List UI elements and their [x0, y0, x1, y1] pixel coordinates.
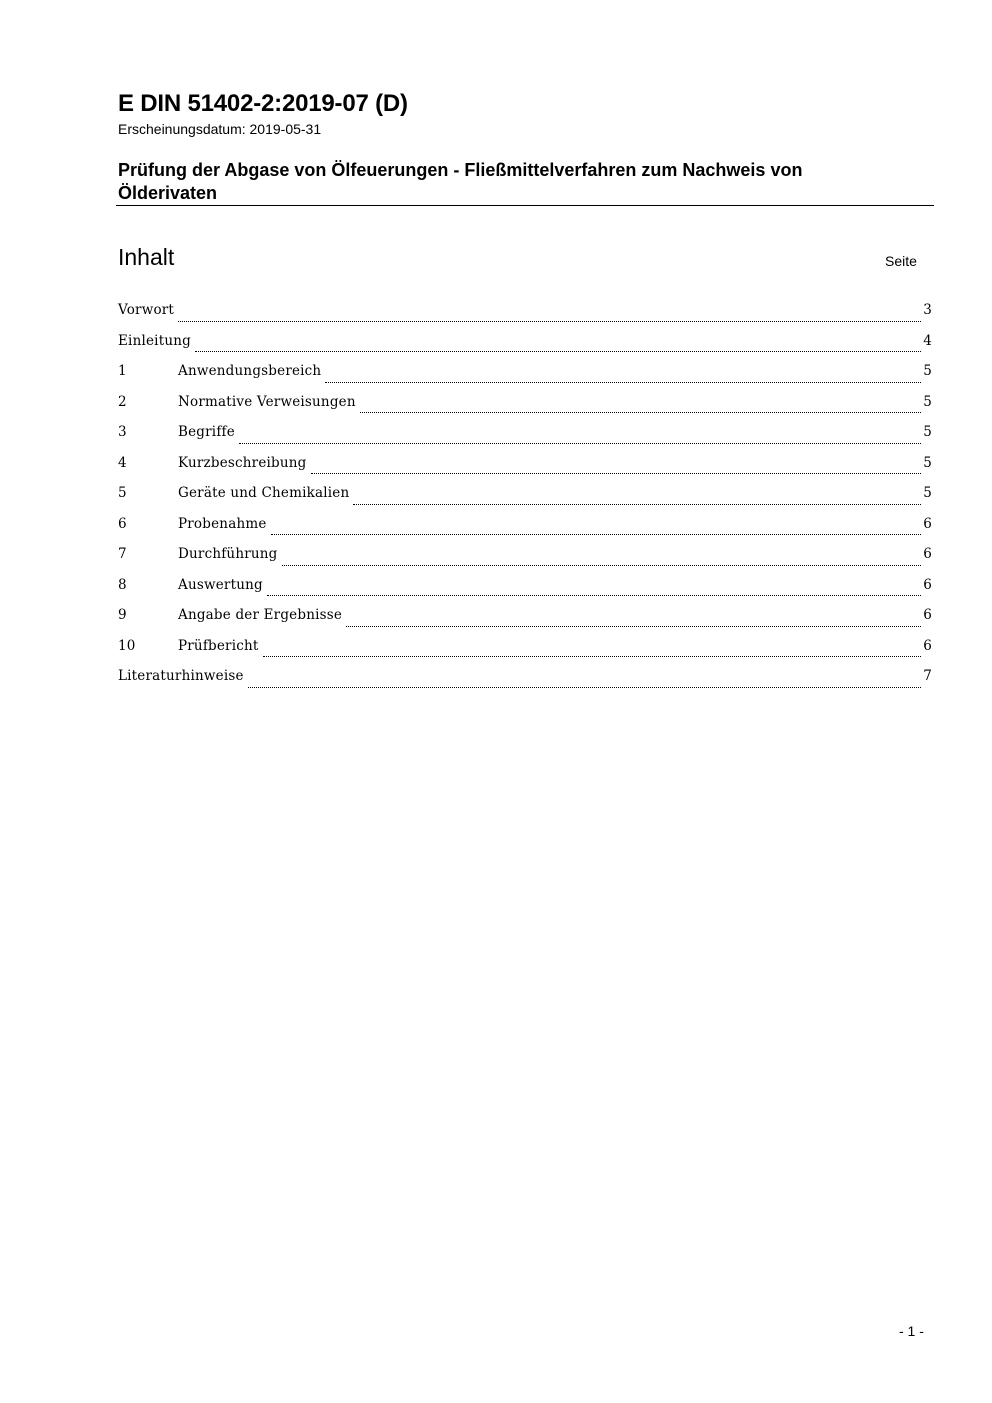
toc-entry[interactable]: [118, 394, 932, 425]
toc-entry-title: Kurzbeschreibung: [178, 454, 307, 471]
toc-entry-page: 6: [923, 515, 932, 532]
toc-entry-title: Anwendungsbereich: [178, 363, 322, 379]
toc-dot-leader: [346, 626, 921, 627]
toc-entry-number: 7: [118, 546, 127, 562]
toc-dot-leader: [178, 321, 921, 322]
toc-page-column-label: Seite: [885, 253, 917, 269]
toc-entry-number: 1: [118, 363, 127, 379]
toc-entry[interactable]: [118, 333, 932, 364]
toc-entry-number: 4: [118, 454, 127, 471]
toc-entry-page: 6: [923, 607, 932, 623]
toc-entry-title: Begriffe: [178, 424, 235, 440]
toc-entry[interactable]: [118, 363, 932, 394]
document-title-line-1: Prüfung der Abgase von Ölfeuerungen - Fließmittelverfahren zum Nachweis von: [118, 160, 803, 180]
toc-dot-leader: [282, 565, 922, 566]
table-of-contents: [118, 302, 932, 699]
toc-entry-title: Prüfbericht: [178, 637, 259, 654]
toc-entry-title: Literaturhinweise: [118, 668, 244, 684]
toc-entry-title: Geräte und Chemikalien: [178, 485, 350, 501]
toc-entry-title: Durchführung: [178, 546, 278, 562]
toc-entry[interactable]: [118, 302, 932, 333]
toc-entry[interactable]: [118, 668, 932, 699]
document-title: [118, 159, 934, 205]
toc-entry[interactable]: [118, 516, 932, 547]
toc-entry-page: 6: [923, 637, 932, 654]
toc-entry-title: Einleitung: [118, 332, 191, 349]
page-number: - 1 -: [899, 1323, 924, 1339]
toc-entry-title: Normative Verweisungen: [178, 393, 356, 410]
toc-entry[interactable]: [118, 546, 932, 577]
toc-dot-leader: [267, 595, 921, 596]
toc-entry[interactable]: [118, 455, 932, 486]
title-divider: [116, 205, 934, 206]
toc-entry-number: 9: [118, 607, 127, 623]
toc-entry-number: 8: [118, 576, 127, 593]
toc-dot-leader: [263, 656, 922, 657]
toc-dot-leader: [353, 504, 921, 505]
toc-entry-number: 5: [118, 485, 127, 501]
toc-entry-number: 6: [118, 515, 127, 532]
toc-entry[interactable]: [118, 424, 932, 455]
toc-entry-page: 5: [923, 454, 932, 471]
toc-entry-page: 6: [923, 546, 932, 562]
toc-entry[interactable]: [118, 607, 932, 638]
toc-entry-title: Vorwort: [118, 302, 175, 318]
document-id: E DIN 51402-2:2019-07 (D): [118, 90, 408, 117]
toc-dot-leader: [248, 687, 922, 688]
toc-entry-page: 5: [923, 485, 932, 501]
toc-entry-page: 5: [923, 393, 932, 410]
publication-date: Erscheinungsdatum: 2019-05-31: [118, 121, 322, 137]
toc-entry[interactable]: [118, 638, 932, 669]
toc-dot-leader: [311, 473, 922, 474]
toc-dot-leader: [325, 382, 921, 383]
toc-heading: Inhalt: [118, 244, 175, 270]
toc-entry[interactable]: [118, 577, 932, 608]
toc-dot-leader: [271, 534, 922, 535]
toc-entry-page: 7: [923, 668, 932, 684]
toc-entry[interactable]: [118, 485, 932, 516]
toc-dot-leader: [239, 443, 921, 444]
document-title-line-2: Ölderivaten: [118, 183, 218, 203]
toc-entry-number: 10: [118, 637, 136, 654]
toc-dot-leader: [360, 412, 921, 413]
toc-entry-title: Probenahme: [178, 515, 267, 532]
toc-entry-title: Auswertung: [178, 576, 263, 593]
toc-entry-title: Angabe der Ergebnisse: [178, 607, 343, 623]
toc-entry-number: 3: [118, 424, 127, 440]
toc-entry-page: 5: [923, 363, 932, 379]
toc-entry-number: 2: [118, 393, 127, 410]
toc-entry-page: 6: [923, 576, 932, 593]
toc-entry-page: 3: [923, 302, 932, 318]
toc-entry-page: 4: [923, 332, 932, 349]
toc-dot-leader: [195, 351, 921, 352]
toc-entry-page: 5: [923, 424, 932, 440]
